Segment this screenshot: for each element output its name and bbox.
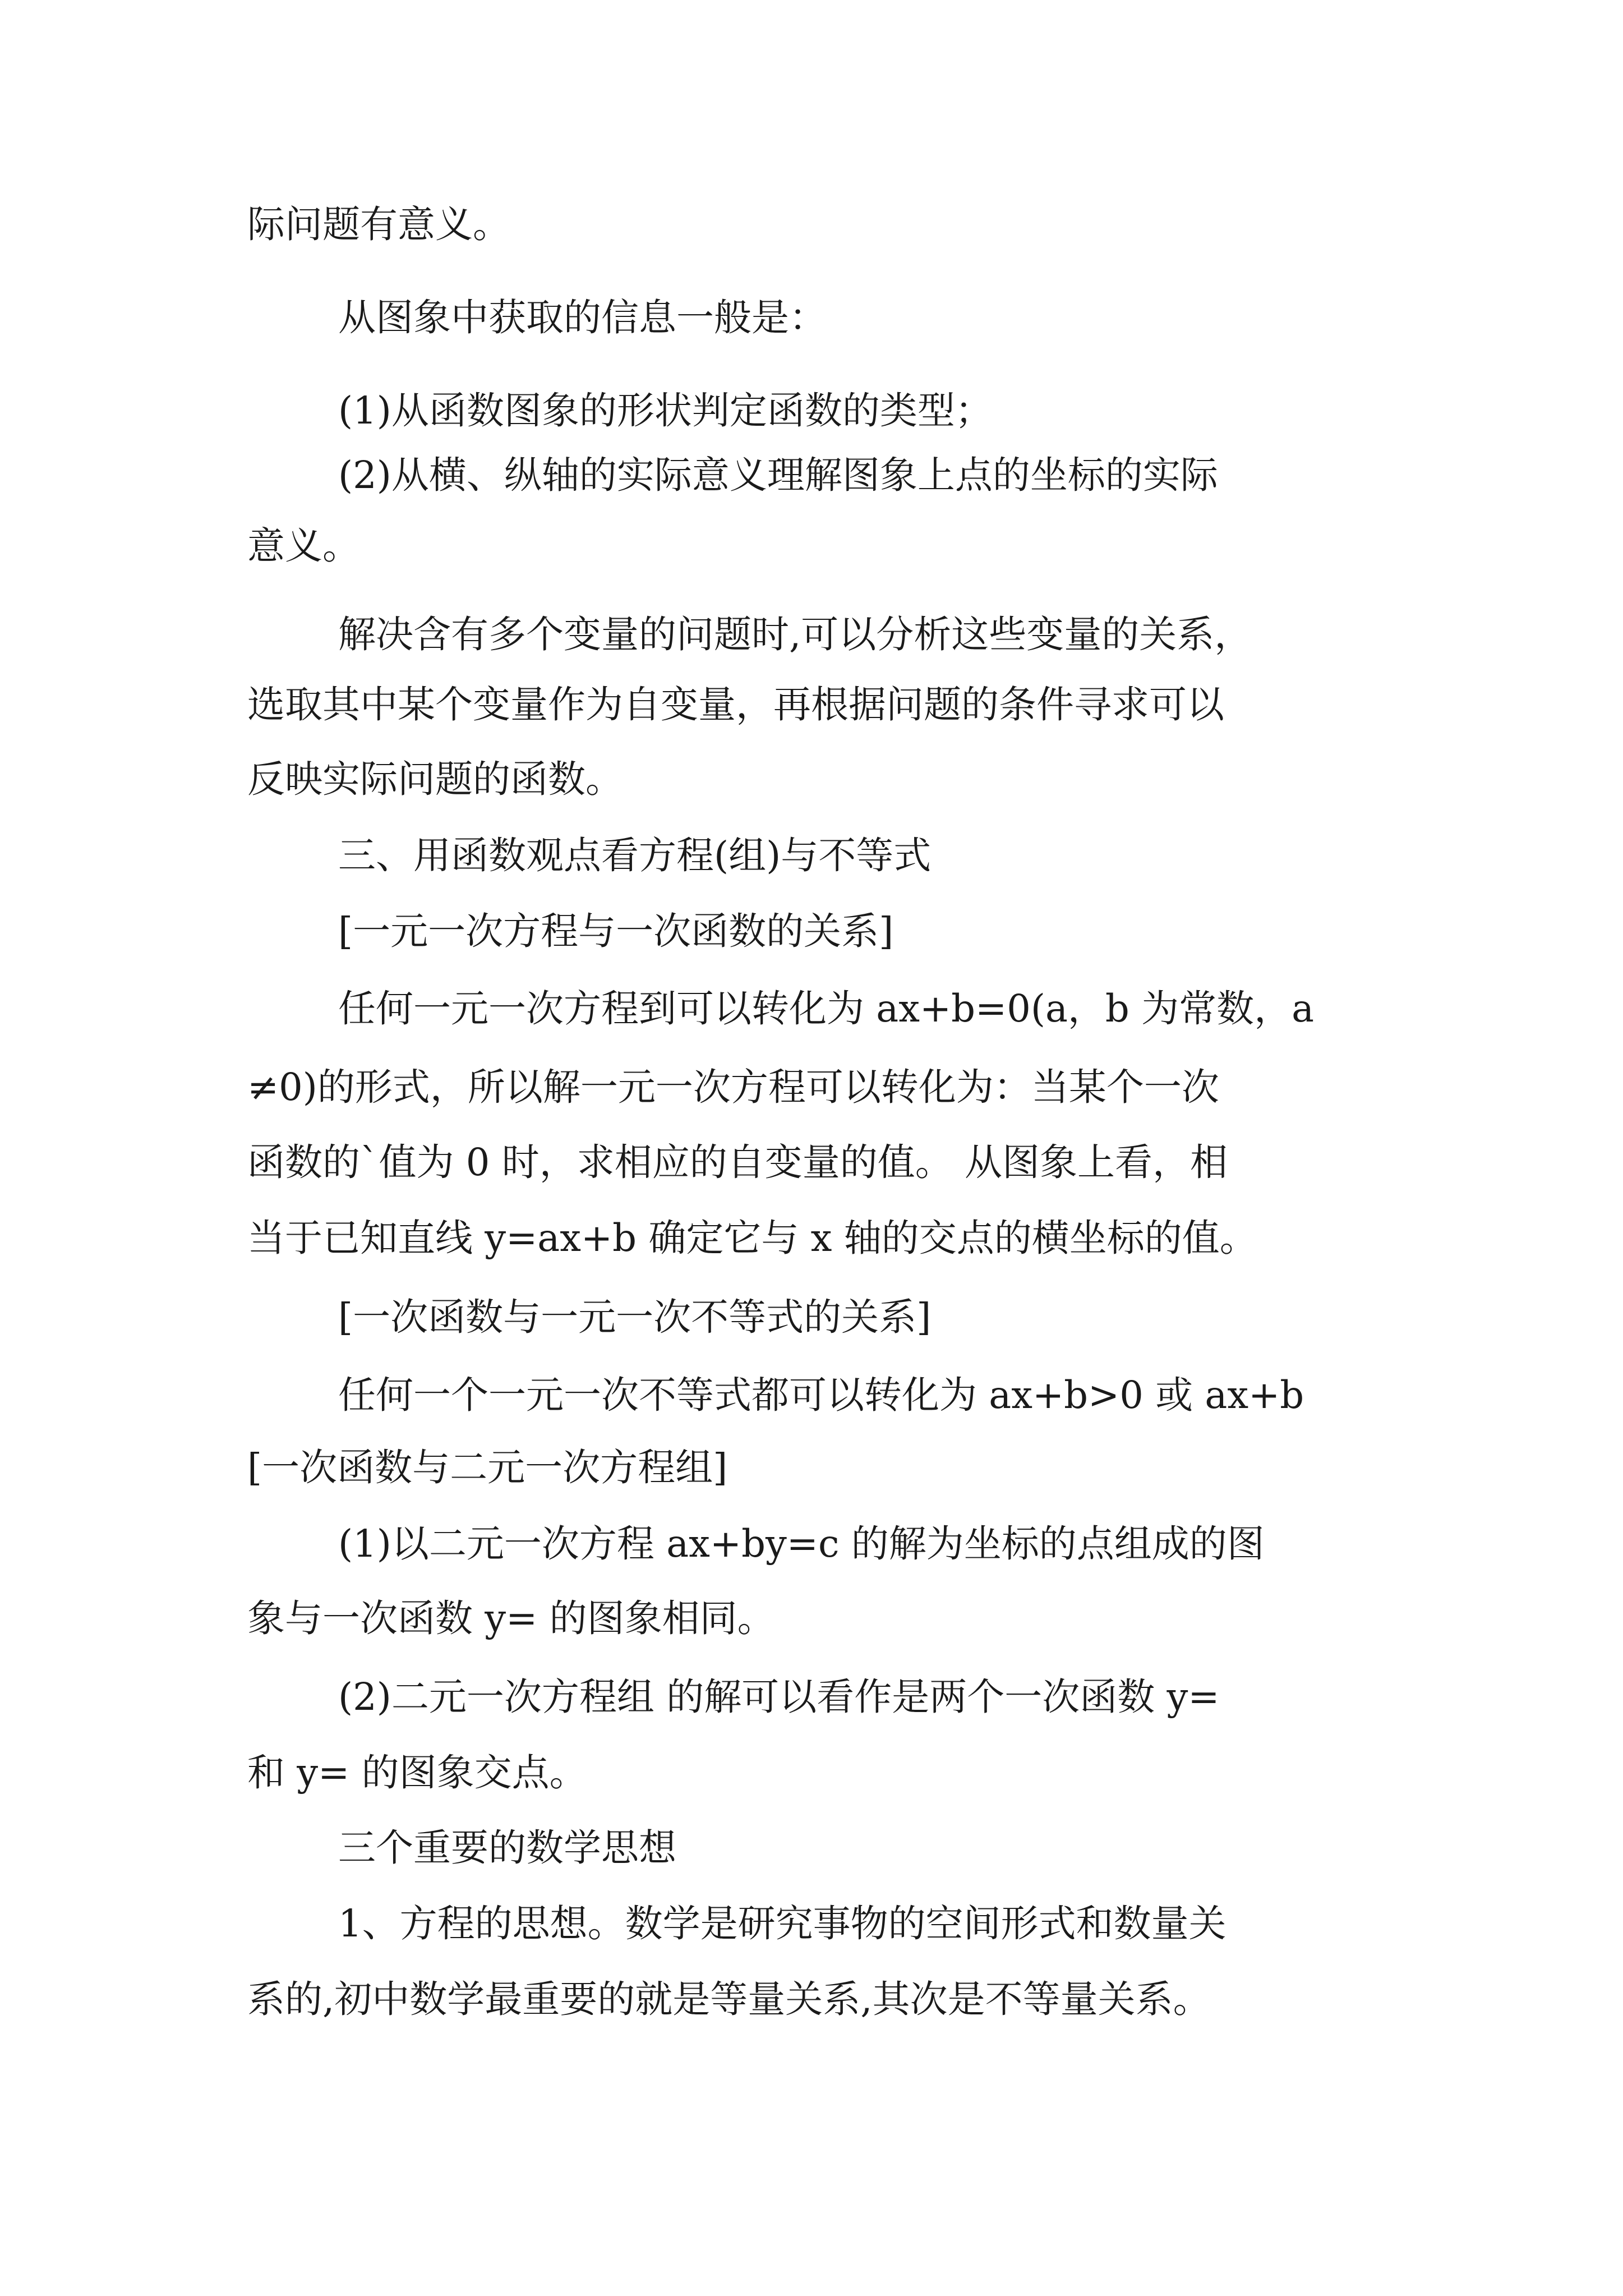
text-line: [一元一次方程与一次函数的关系] [338, 909, 894, 953]
text-line: 三、用函数观点看方程(组)与不等式 [338, 834, 932, 877]
text-line: 选取其中某个变量作为自变量，再根据问题的条件寻求可以 [247, 683, 1224, 726]
text-line: 象与一次函数 y= 的图象相同。 [247, 1596, 775, 1640]
text-line: 当于已知直线 y=ax+b 确定它与 x 轴的交点的横坐标的值。 [247, 1216, 1257, 1260]
text-line: 意义。 [247, 524, 360, 568]
text-line: [一次函数与二元一次方程组] [247, 1446, 728, 1489]
text-line: 任何一元一次方程到可以转化为 ax+b=0(a，b 为常数，a [338, 987, 1315, 1030]
text-line: 反映实际问题的函数。 [247, 757, 623, 801]
text-line: (2)二元一次方程组 的解可以看作是两个一次函数 y= [338, 1675, 1220, 1719]
text-line: 从图象中获取的信息一般是： [338, 296, 827, 339]
text-line: 和 y= 的图象交点。 [247, 1751, 587, 1795]
text-line: 系的,初中数学最重要的就是等量关系,其次是不等量关系。 [247, 1977, 1211, 2021]
text-line: ≠0)的形式，所以解一元一次方程可以转化为：当某个一次 [247, 1065, 1219, 1109]
text-line: 任何一个一元一次不等式都可以转化为 ax+b>0 或 ax+b [338, 1373, 1304, 1417]
text-line: 解决含有多个变量的问题时,可以分析这些变量的关系， [338, 613, 1252, 656]
text-line: (2)从横、纵轴的实际意义理解图象上点的坐标的实际 [338, 453, 1218, 497]
text-line: (1)从函数图象的形状判定函数的类型； [338, 389, 993, 432]
text-line: 三个重要的数学思想 [338, 1826, 676, 1870]
text-line: 1、方程的思想。数学是研究事物的空间形式和数量关 [338, 1902, 1227, 1945]
text-line: 函数的`值为 0 时，求相应的自变量的值。 从图象上看，相 [247, 1140, 1228, 1184]
text-line: 际问题有意义。 [247, 203, 510, 246]
text-line: [一次函数与一元一次不等式的关系] [338, 1295, 932, 1339]
text-line: (1)以二元一次方程 ax+by=c 的解为坐标的点组成的图 [338, 1522, 1265, 1566]
